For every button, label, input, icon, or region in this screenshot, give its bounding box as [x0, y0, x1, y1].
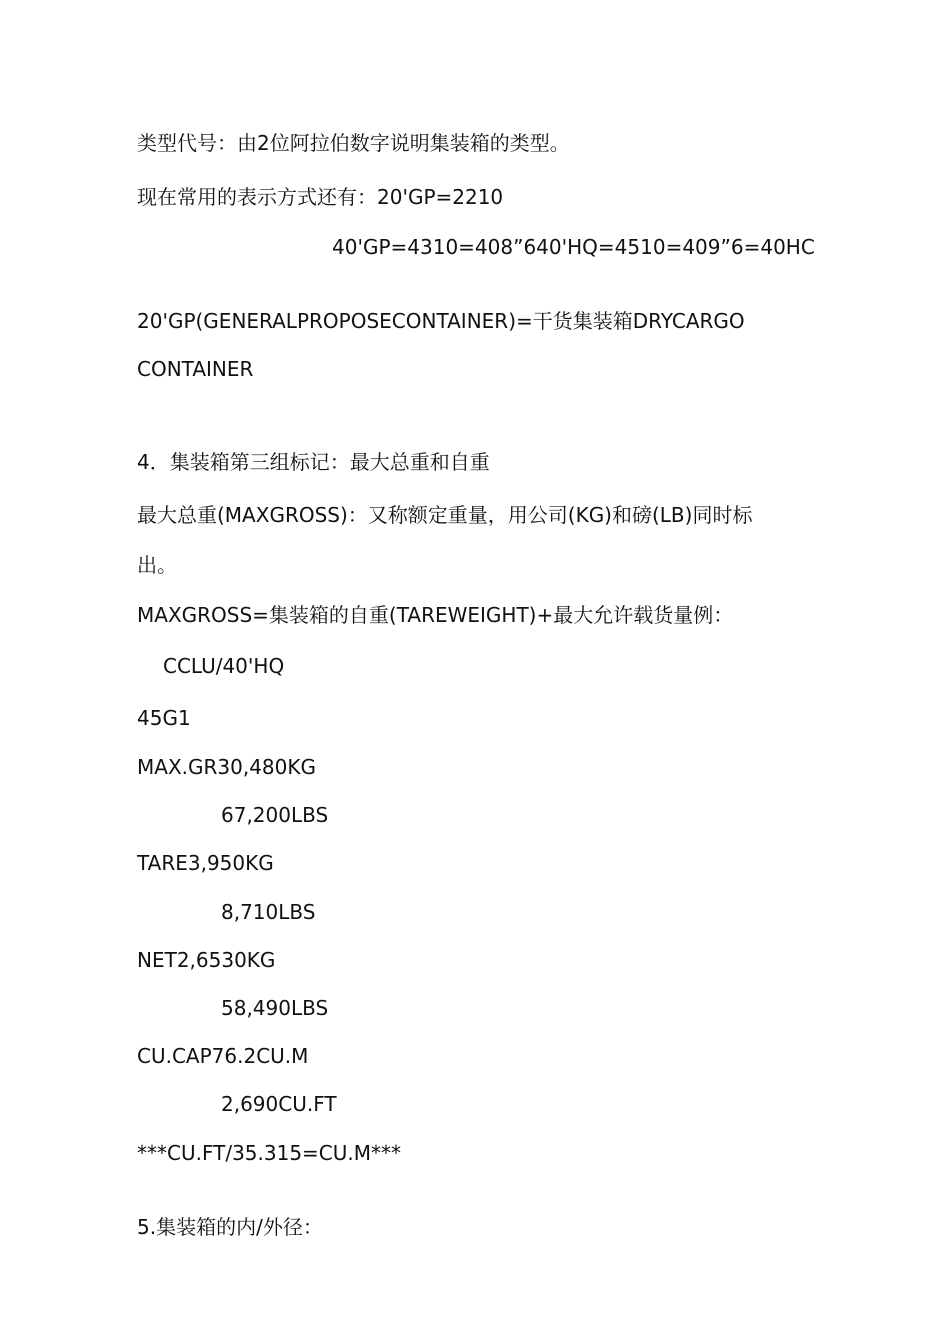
text-line-net-lbs: 58,490LBS	[221, 996, 329, 1020]
section-heading-5: 5.集装箱的内/外径：	[137, 1215, 323, 1239]
text-line-cu-cap-m: CU.CAP76.2CU.M	[137, 1044, 309, 1068]
section-heading-4: 4．集装箱第三组标记：最大总重和自重	[137, 450, 490, 474]
text-line-45g1: 45G1	[137, 706, 191, 730]
text-line-max-gross-cont: 出。	[137, 553, 177, 577]
text-line-tare-kg: TARE3,950KG	[137, 851, 274, 875]
text-line-cclu: CCLU/40'HQ	[163, 654, 285, 678]
text-line-40gp-notation: 40'GP=4310=408”640'HQ=4510=409”6=40HC	[332, 235, 815, 259]
text-line-max-gr-kg: MAX.GR30,480KG	[137, 755, 316, 779]
text-line-container: CONTAINER	[137, 357, 254, 381]
text-line-common-notation: 现在常用的表示方式还有：20'GP=2210	[137, 185, 504, 209]
text-line-tare-lbs: 8,710LBS	[221, 900, 316, 924]
text-line-max-gross-formula: MAXGROSS=集装箱的自重(TAREWEIGHT)+最大允许载货量例：	[137, 603, 734, 627]
text-line-type-code: 类型代号：由2位阿拉伯数字说明集装箱的类型。	[137, 131, 570, 155]
text-line-net-kg: NET2,6530KG	[137, 948, 276, 972]
text-line-cu-cap-ft: 2,690CU.FT	[221, 1092, 337, 1116]
text-line-max-gross-definition: 最大总重(MAXGROSS)：又称额定重量，用公司(KG)和磅(LB)同时标	[137, 503, 753, 527]
text-line-conversion: ***CU.FT/35.315=CU.M***	[137, 1141, 402, 1165]
text-line-max-gr-lbs: 67,200LBS	[221, 803, 329, 827]
text-line-20gp-definition: 20'GP(GENERALPROPOSECONTAINER)=干货集装箱DRYCARGO	[137, 309, 745, 333]
